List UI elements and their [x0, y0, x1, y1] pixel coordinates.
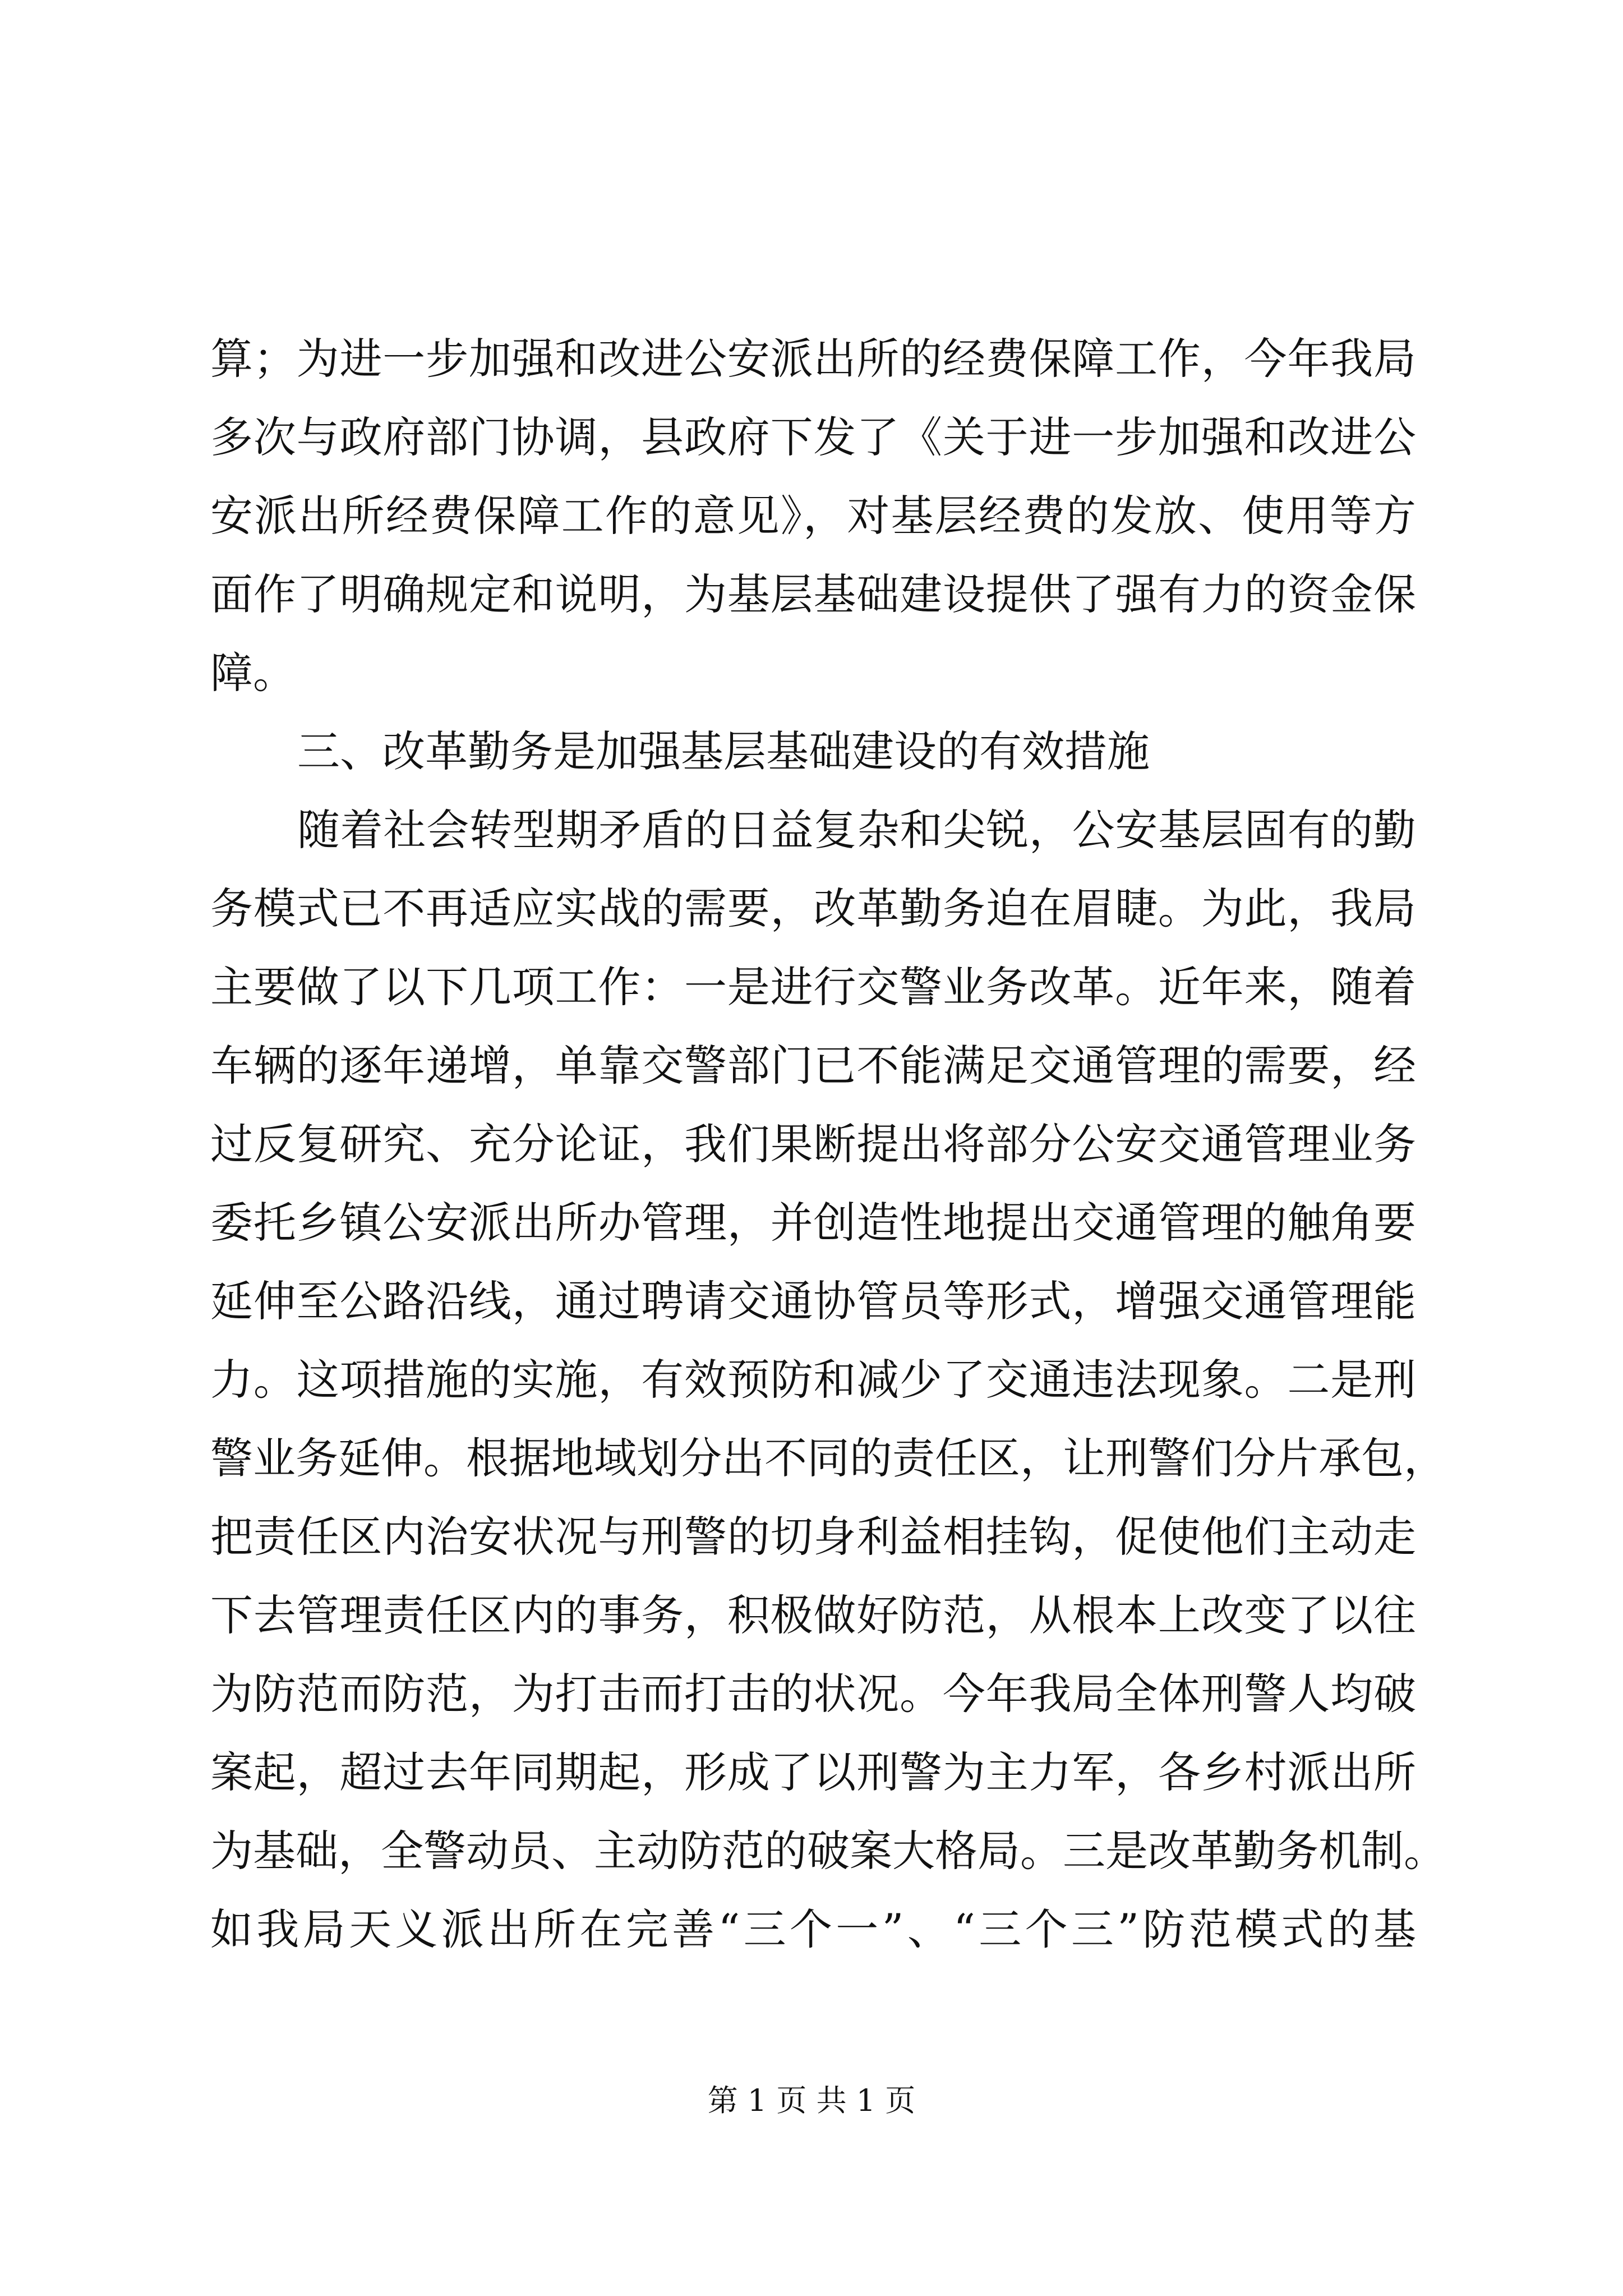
text-line-19: 案起，超过去年同期起，形成了以刑警为主力军，各乡村派出所 — [210, 1747, 1416, 1797]
text-line-13: 延伸至公路沿线，通过聘请交通协管员等形式，增强交通管理能 — [210, 1276, 1416, 1326]
text-line-20: 为基础，全警动员、主动防范的破案大格局。三是改革勤务机制。 — [210, 1826, 1446, 1876]
text-line-4: 面作了明确规定和说明，为基层基础建设提供了强有力的资金保 — [210, 569, 1416, 619]
text-line-3: 安派出所经费保障工作的意见》，对基层经费的发放、使用等方 — [210, 491, 1416, 541]
text-line-8: 务模式已不再适应实战的需要，改革勤务迫在眉睫。为此，我局 — [210, 884, 1416, 933]
section-heading: 三、改革勤务是加强基层基础建设的有效措施 — [297, 726, 1150, 776]
text-line-5: 障。 — [210, 648, 296, 698]
page-number-footer: 第 1 页 共 1 页 — [707, 2083, 916, 2118]
text-line-17: 下去管理责任区内的事务，积极做好防范，从根本上改变了以往 — [210, 1590, 1416, 1640]
text-line-15: 警业务延伸。根据地域划分出不同的责任区，让刑警们分片承包， — [210, 1433, 1446, 1483]
text-line-11: 过反复研究、充分论证，我们果断提出将部分公安交通管理业务 — [210, 1119, 1416, 1169]
text-line-16: 把责任区内治安状况与刑警的切身利益相挂钩，促使他们主动走 — [210, 1512, 1416, 1562]
text-line-10: 车辆的逐年递增，单靠交警部门已不能满足交通管理的需要，经 — [210, 1041, 1416, 1091]
text-line-2: 多次与政府部门协调，县政府下发了《关于进一步加强和改进公 — [210, 412, 1416, 462]
text-line-14: 力。这项措施的实施，有效预防和减少了交通违法现象。二是刑 — [210, 1355, 1416, 1405]
text-line-1: 算；为进一步加强和改进公安派出所的经费保障工作，今年我局 — [210, 334, 1416, 384]
text-line-7: 随着社会转型期矛盾的日益复杂和尖锐，公安基层固有的勤 — [297, 805, 1416, 855]
text-line-12: 委托乡镇公安派出所办管理，并创造性地提出交通管理的触角要 — [210, 1198, 1416, 1248]
text-line-21: 如我局天义派出所在完善“三个一”、“三个三”防范模式的基 — [210, 1904, 1416, 1954]
text-line-9: 主要做了以下几项工作：一是进行交警业务改革。近年来，随着 — [210, 962, 1416, 1012]
text-line-18: 为防范而防范，为打击而打击的状况。今年我局全体刑警人均破 — [210, 1669, 1416, 1719]
